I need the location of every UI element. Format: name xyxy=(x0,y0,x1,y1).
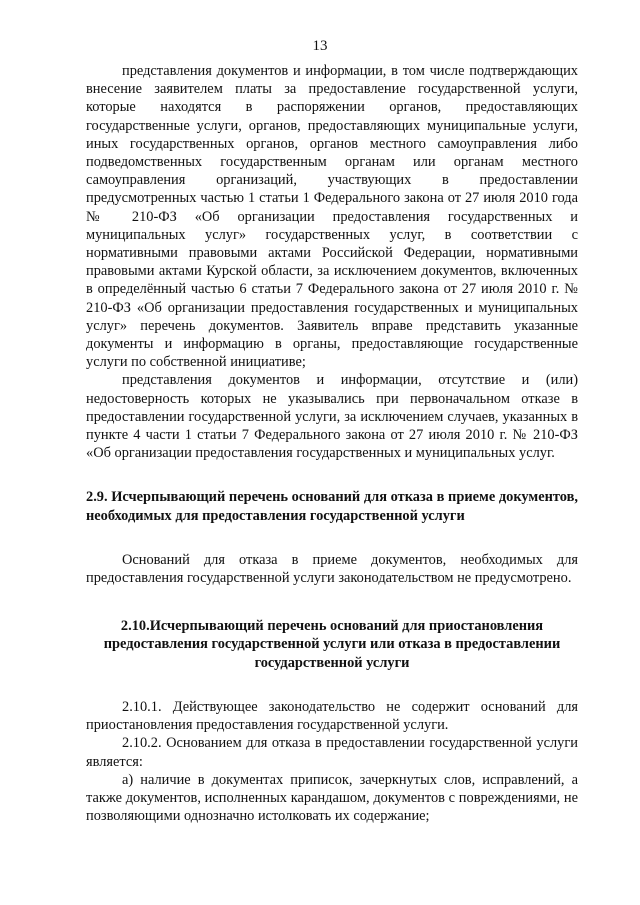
document-body xyxy=(86,62,578,825)
paragraph-documents-in-possession: представления документов и информации, в том числе подтверждающих внесение заявителем платы за предоставление государственной услуги, которые находятся в распоряжении органов, предоставляющих государственные услуги, органов, предоставляющих муниципальные услуги, иных государственных органов, органов местного самоуправления либо подведомственных государственным органам или органам местного самоуправления организаций, участвующих в предоставлении предусмотренных частью 1 статьи 1 Федерального закона от 27 июля 2010 года № 210-ФЗ «Об организации предоставления государственных и муниципальных услуг» государственных услуг, в соответствии с нормативными правовыми актами Российской Федерации, нормативными правовыми актами Курской области, за исключением документов, включенных в определённый частью 6 статьи 7 Федерального закона от 27 июля 2010 г. № 210-ФЗ «Об организации предоставления государственных и муниципальных услуг» перечень документов. Заявитель вправе представить указанные документы и информацию в органы, предоставляющие государственные услуги по собственной инициативе; xyxy=(86,63,578,371)
paragraph-2-10-1: 2.10.1. Действующее законодательство не содержит оснований для приостановления предоставления государственной услуги. xyxy=(86,698,578,734)
paragraph-2-10-2-a: а) наличие в документах приписок, зачеркнутых слов, исправлений, а также документов, исполненных карандашом, документов с повреждениями, не позволяющими однозначно истолковать их содержание; xyxy=(86,771,578,825)
section-heading-2-10: 2.10.Исчерпывающий перечень оснований для приостановления предоставления государственной услуги или отказа в предоставлении государственной услуги xyxy=(103,618,561,671)
paragraph-documents-unreliability: представления документов и информации, отсутствие и (или) недостоверность которых не указывались при первоначальном отказе в предоставлении государственной услуги, за исключением случаев, указанных в пункте 4 части 1 статьи 7 Федерального закона от 27 июля 2010 г. № 210-ФЗ «Об организации предоставления государственных и муниципальных услуг. xyxy=(86,372,578,462)
page-number: 13 xyxy=(312,38,328,54)
paragraph-2-9: Оснований для отказа в приеме документов, необходимых для предоставления государственной услуги законодательством не предусмотрено. xyxy=(86,551,578,587)
paragraph-2-10-2: 2.10.2. Основанием для отказа в предоставлении государственной услуги является: xyxy=(86,735,578,770)
section-heading-2-9: 2.9. Исчерпывающий перечень оснований для отказа в приеме документов, необходимых для предоставления государственной услуги xyxy=(86,489,578,524)
